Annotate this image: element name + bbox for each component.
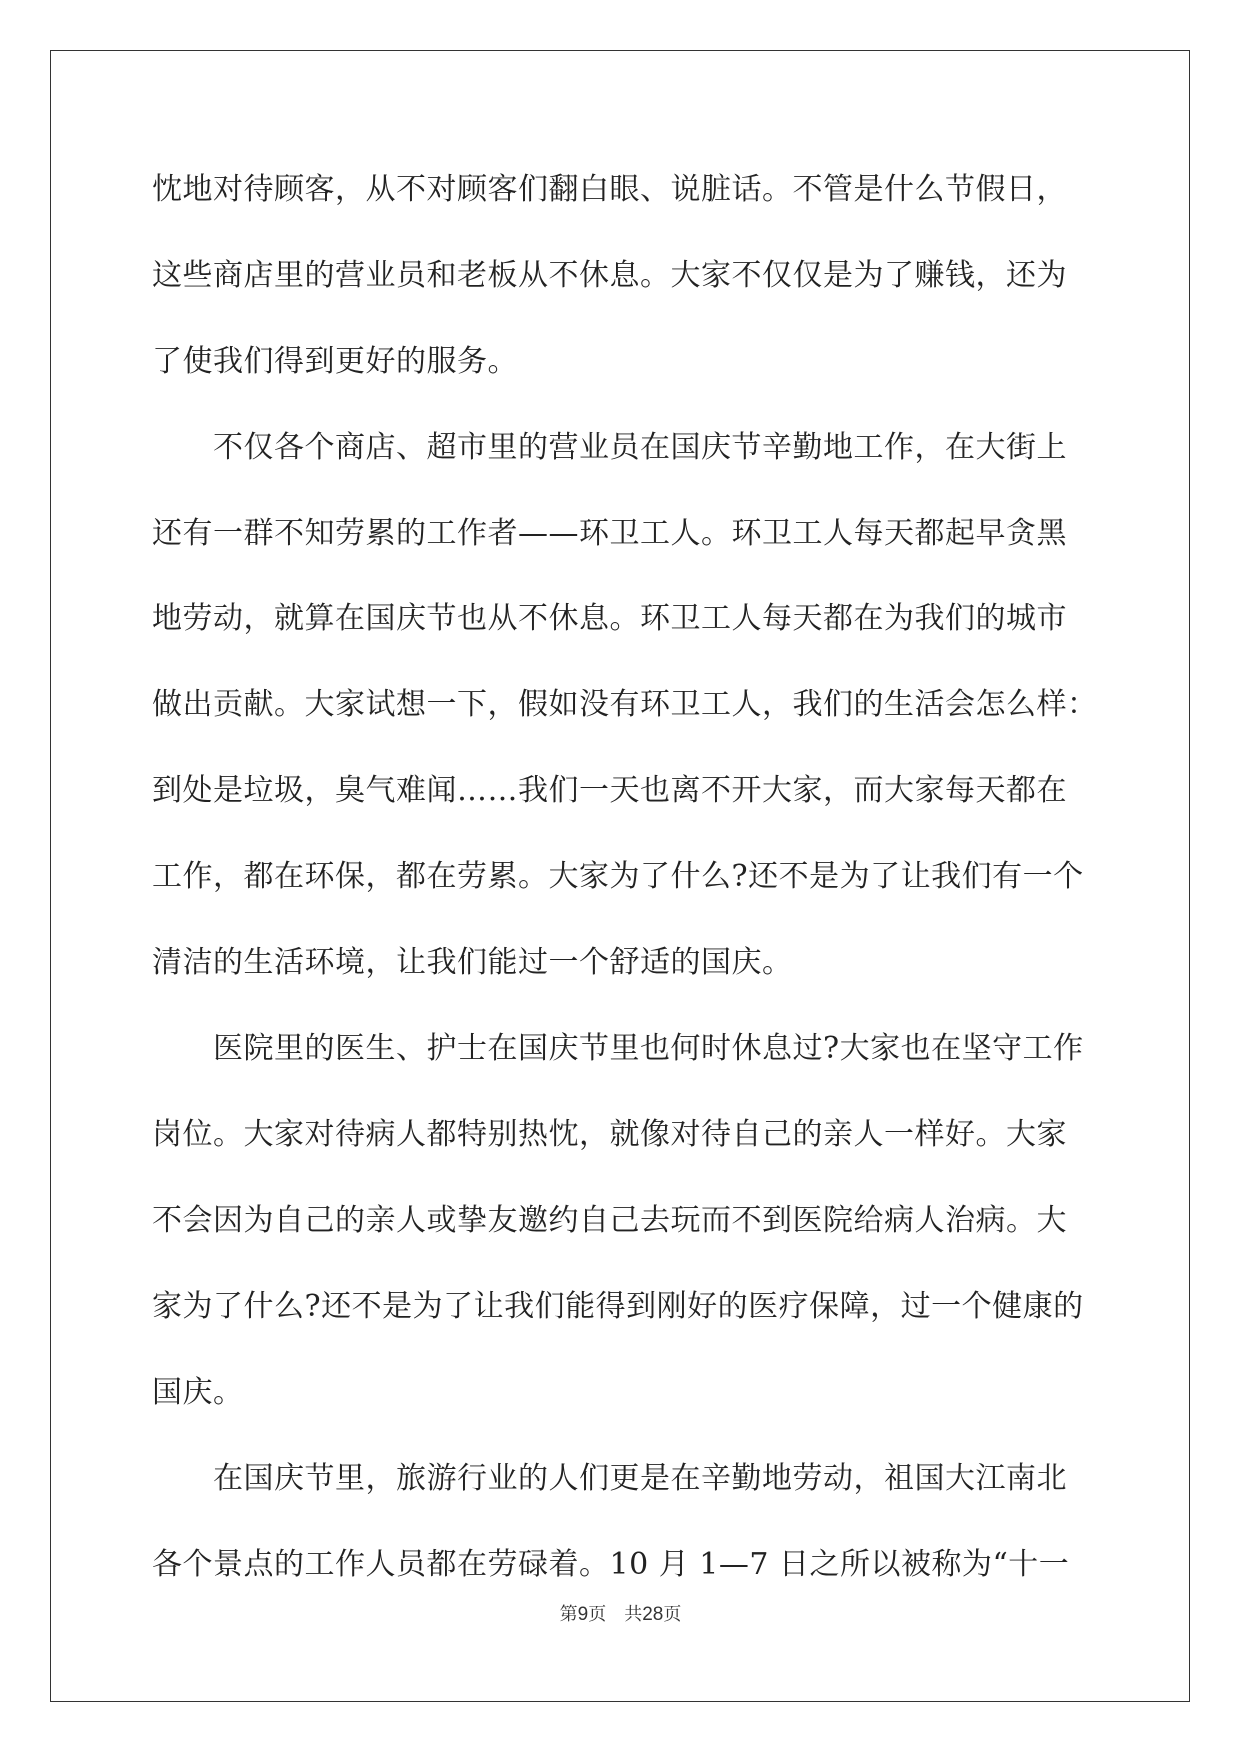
footer-total-prefix: 共 [624, 1604, 643, 1625]
text-line: 忱地对待顾客，从不对顾客们翻白眼、说脏话。不管是什么节假日， [152, 172, 1067, 207]
text-line: 做出贡献。大家试想一下，假如没有环卫工人，我们的生活会怎么样： [152, 687, 1098, 722]
text-line: 地劳动，就算在国庆节也从不休息。环卫工人每天都在为我们的城市 [152, 601, 1067, 636]
footer-total-suffix: 页 [663, 1604, 682, 1625]
total-pages: 28 [642, 1604, 664, 1625]
footer-page-suffix: 页 [588, 1604, 607, 1625]
text-line: 工作，都在环保，都在劳累。大家为了什么?还不是为了让我们有一个 [152, 859, 1084, 894]
paragraph-start-line: 在国庆节里，旅游行业的人们更是在辛勤地劳动，祖国大江南北 [152, 1461, 1067, 1496]
text-line: 到处是垃圾，臭气难闻……我们一天也离不开大家，而大家每天都在 [152, 773, 1067, 808]
text-line: 了使我们得到更好的服务。 [152, 344, 518, 379]
text-line: 还有一群不知劳累的工作者——环卫工人。环卫工人每天都起早贪黑 [152, 516, 1067, 551]
text-line: 这些商店里的营业员和老板从不休息。大家不仅仅是为了赚钱，还为 [152, 258, 1067, 293]
text-line: 家为了什么?还不是为了让我们能得到刚好的医疗保障，过一个健康的 [152, 1289, 1084, 1324]
text-line: 清洁的生活环境，让我们能过一个舒适的国庆。 [152, 945, 793, 980]
text-line: 各个景点的工作人员都在劳碌着。10 月 1—7 日之所以被称为“十一 [152, 1547, 1070, 1582]
text-line: 岗位。大家对待病人都特别热忱，就像对待自己的亲人一样好。大家 [152, 1117, 1067, 1152]
paragraph-start-line: 不仅各个商店、超市里的营业员在国庆节辛勤地工作，在大街上 [152, 430, 1067, 465]
text-line: 不会因为自己的亲人或挚友邀约自己去玩而不到医院给病人治病。大 [152, 1203, 1067, 1238]
text-line: 国庆。 [152, 1375, 244, 1410]
page-number: 9 [577, 1604, 589, 1625]
paragraph-start-line: 医院里的医生、护士在国庆节里也何时休息过?大家也在坚守工作 [152, 1031, 1084, 1066]
page-footer [0, 1604, 1241, 1626]
footer-prefix: 第 [559, 1604, 578, 1625]
